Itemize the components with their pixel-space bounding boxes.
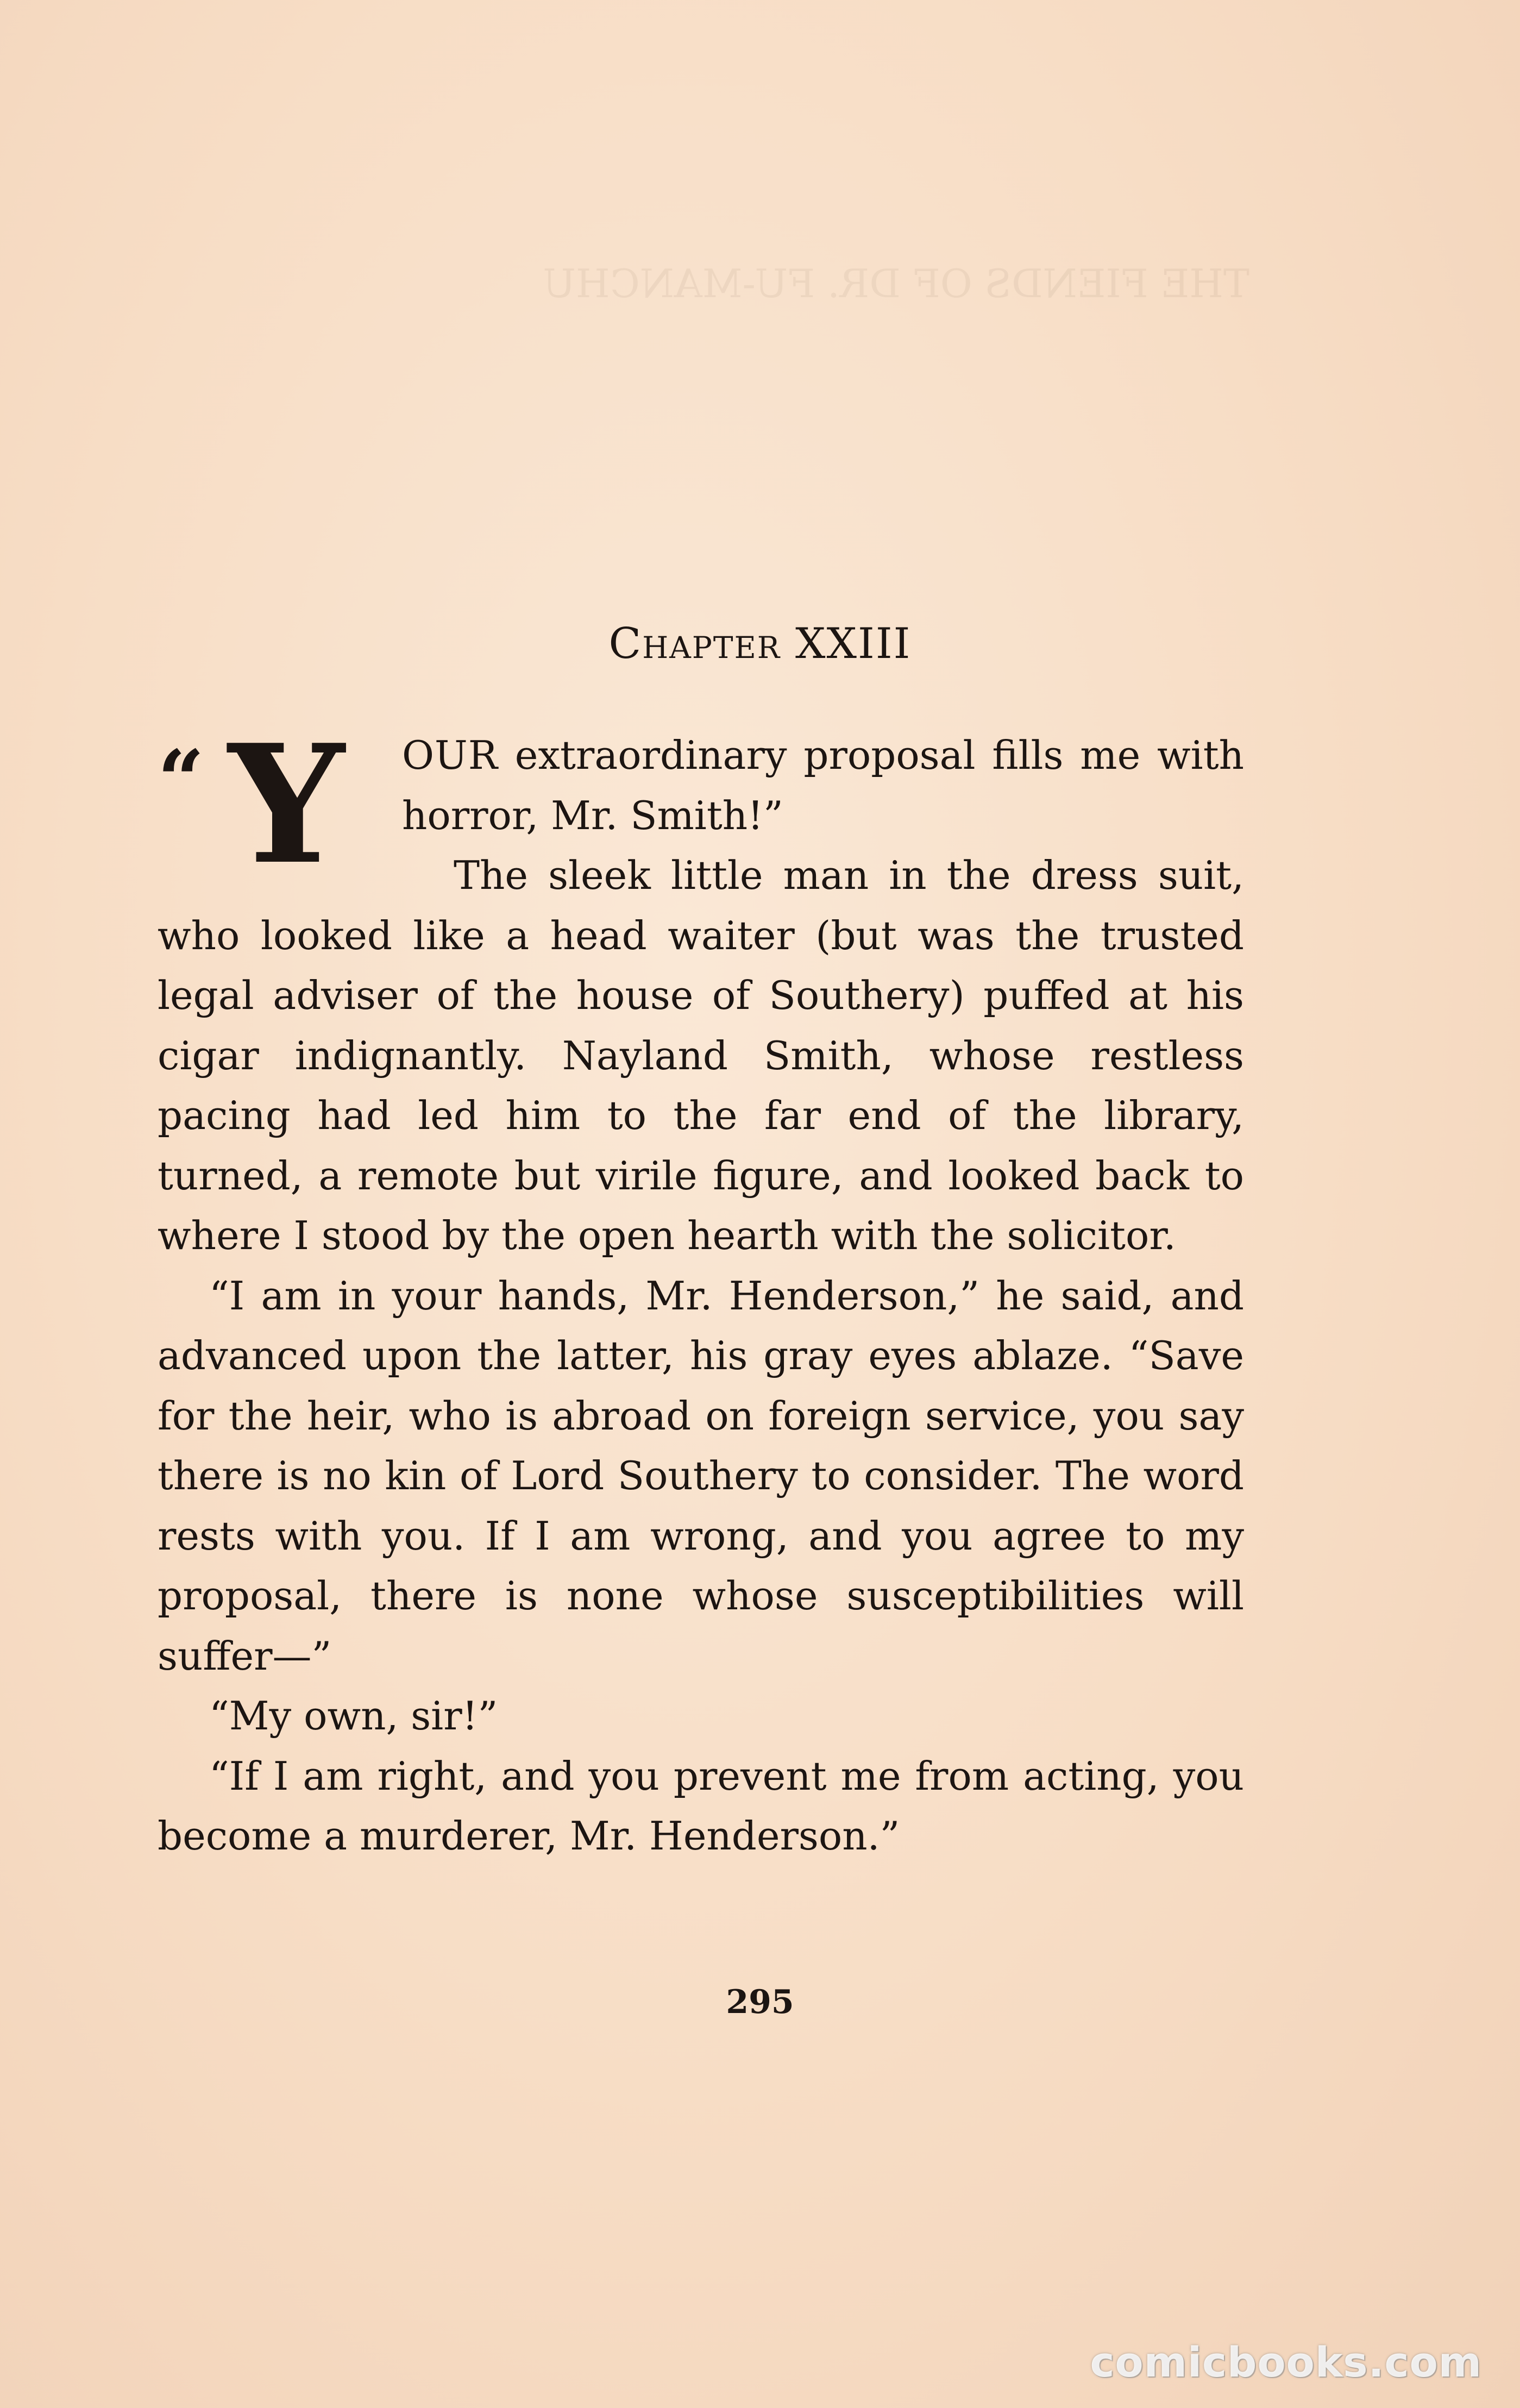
chapter-number: XXIII (795, 619, 912, 668)
drop-cap (158, 708, 397, 900)
paragraph-1-text: extraordinary proposal fills me with horror, Mr. Smith!” (402, 732, 1244, 838)
drop-cap-letter: Y (228, 708, 345, 900)
chapter-label: Chapter (608, 619, 781, 668)
paragraph-2: The sleek little man in the dress suit, who looked like a head waiter (but was the trusted legal adviser of the house of Southery) puffed at his cigar indignantly. Nayland Smith, whose restless pacing had led him to the far end of the library, turned, a remote but virile figure, and looked back to where I stood by the open hearth with the solicitor. (158, 852, 1244, 1258)
bleed-through-text: THE FIENDS OF DR. FU-MANCHU (543, 261, 1249, 306)
paragraph-5: “If I am right, and you prevent me from acting, you become a murderer, Mr. Henderson.” (158, 1753, 1244, 1859)
opening-caps: OUR (402, 732, 498, 778)
paragraph-4: “My own, sir!” (209, 1693, 498, 1739)
body-text (158, 708, 1244, 1866)
paragraph-1 (158, 708, 1244, 900)
paragraph-3: “I am in your hands, Mr. Henderson,” he said, and advanced upon the latter, his gray eyes ablaze. “Save for the heir, who is abroad on foreign service, you say there is no kin of Lord Southery to consider. The word rests with you. If I am wrong, and you agree to my proposal, there is none whose susceptibilities will suffer—” (158, 1272, 1244, 1679)
watermark-logo: comicbooks.com (1090, 2338, 1482, 2386)
page-number: 295 (726, 1983, 794, 2021)
drop-cap-quote: “ (158, 732, 205, 828)
chapter-heading (0, 619, 1520, 668)
